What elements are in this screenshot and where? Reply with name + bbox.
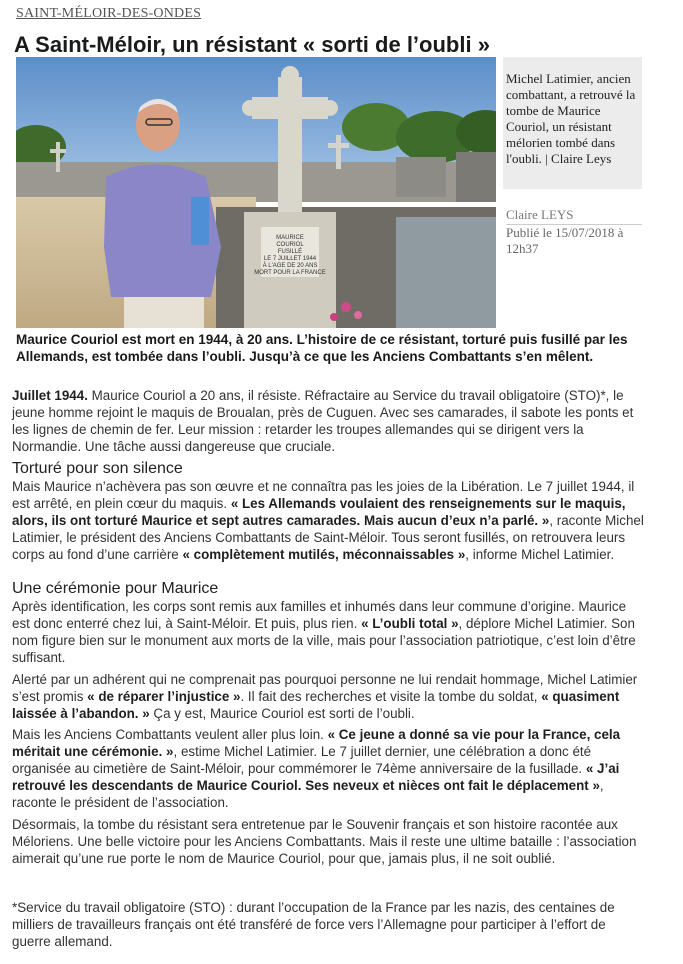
- svg-text:FUSILLÉ: FUSILLÉ: [277, 249, 303, 255]
- text-run: , estime Michel Latimier. Le 7 juillet dernier, une célébration a donc été organisée au cimetière de Saint-Méloir, pour commémorer le 74ème anniversaire de la fusillade.: [12, 744, 592, 776]
- text-run: , raconte le président de l’association.: [12, 778, 604, 810]
- paragraph-6: [12, 816, 644, 867]
- text-run: Ça y est, Maurice Couriol est sorti de l’oubli.: [149, 706, 415, 721]
- subheading-ceremony: Une cérémonie pour Maurice: [12, 580, 219, 597]
- text-run: Mais les Anciens Combattants veulent aller plus loin.: [12, 727, 328, 742]
- quote-emphasis: « Ce jeune a donné sa vie pour la France, cela méritait une cérémonie. »: [12, 727, 621, 759]
- paragraph-1: [12, 387, 644, 455]
- paragraph-5: [12, 726, 644, 811]
- article-photo: [16, 57, 496, 328]
- svg-text:À L'AGE DE 20 ANS: À L'AGE DE 20 ANS: [262, 263, 318, 269]
- paragraph-2: [12, 478, 644, 563]
- svg-text:LE 7 JUILLET 1944: LE 7 JUILLET 1944: [263, 256, 317, 262]
- quote-emphasis: « L’oubli total »: [361, 616, 459, 631]
- section-rubric-link[interactable]: SAINT-MÉLOIR-DES-ONDES: [16, 6, 202, 21]
- text-run: Désormais, la tombe du résistant sera entretenue par le Souvenir français et son histoire racontée aux Méloriens. Une belle victoire pour les Anciens Combattants. Mais il reste une ultime bataille : l’association aimerait qu’une rue porte le nom de Maurice Couriol, pour que, jamais plus, il ne soit oublié.: [12, 817, 637, 866]
- text-run: Mais Maurice n’achèvera pas son œuvre et ne connaîtra pas les joies de la Libération. Le 7 juillet 1944, il est arrêté, en plein cœur du maquis.: [12, 479, 635, 511]
- text-run: , informe Michel Latimier.: [465, 547, 615, 562]
- quote-emphasis: Juillet 1944.: [12, 388, 88, 403]
- article-headline: A Saint-Méloir, un résistant « sorti de l’oubli »: [14, 32, 490, 57]
- paragraph-4: [12, 671, 644, 722]
- quote-emphasis: « de réparer l’injustice »: [87, 689, 241, 704]
- text-run: . Il fait des recherches et visite la tombe du soldat,: [240, 689, 542, 704]
- svg-text:MORT POUR LA FRANCE: MORT POUR LA FRANCE: [254, 270, 326, 276]
- svg-text:MAURICE: MAURICE: [276, 235, 304, 241]
- author-name: Claire LEYS: [506, 207, 642, 225]
- text-run: , déplore Michel Latimier. Son nom figure bien sur le monument aux morts de la ville, mais pour l’association patriotique, c’est loin d’être suffisant.: [12, 616, 636, 665]
- quote-emphasis: « Les Allemands voulaient des renseignements sur le maquis, alors, ils ont torturé Maurice et sept autres camarades. Mais aucun d’eux n’a parlé. »: [12, 496, 626, 528]
- text-run: Alerté par un adhérent qui ne comprenait pas pourquoi personne ne lui rendait hommage, Michel Latimier s’est promis: [12, 672, 638, 704]
- quote-emphasis: « J’ai retrouvé les descendants de Maurice Couriol. Ses neveux et nièces ont fait le déplacement »: [12, 761, 620, 793]
- quote-emphasis: « complètement mutilés, méconnaissables »: [182, 547, 466, 562]
- photo-caption: Michel Latimier, ancien combattant, a retrouvé la tombe de Maurice Couriol, un résistant mélorien tombé dans l'oubli. | Claire Leys: [503, 57, 642, 189]
- text-run: , raconte Michel Latimier, le président des Anciens Combattants de Saint-Méloir. Tous seront fusillés, on retrouvera leurs corps au fond d’une carrière: [12, 513, 644, 562]
- subheading-tortured: Torturé pour son silence: [12, 460, 183, 477]
- footnote: *Service du travail obligatoire (STO) : durant l’occupation de la France par les nazis, des centaines de milliers de travailleurs français ont été transféré de force vers l’Allemagne pour participer à l’effort de guerre allemand.: [12, 900, 615, 949]
- paragraph-3: [12, 598, 644, 666]
- article-lead: Maurice Couriol est mort en 1944, à 20 ans. L’histoire de ce résistant, torturé puis fusillé par les Allemands, est tombée dans l’oubli. Jusqu’à ce que les Anciens Combattants s’en mêlent.: [16, 332, 628, 364]
- quote-emphasis: « quasiment laissée à l’abandon. »: [12, 689, 620, 721]
- publish-date: Publié le 15/07/2018 à 12h37: [506, 225, 624, 256]
- text-run: Maurice Couriol a 20 ans, il résiste. Réfractaire au Service du travail obligatoire (STO)*, le jeune homme rejoint le maquis de Broualan, près de Cuguen. Avec ses camarades, il sabote les ponts et les lignes de chemin de fer. Leur mission : retarder les troupes allemandes qui se dirigent vers la Normandie. Une tâche aussi dangereuse que cruciale.: [12, 388, 634, 454]
- svg-text:COURIOL: COURIOL: [276, 242, 304, 248]
- text-run: Après identification, les corps sont remis aux familles et inhumés dans leur commune d’origine. Maurice est donc enterré chez lui, à Saint-Méloir. Et puis, plus rien.: [12, 599, 627, 631]
